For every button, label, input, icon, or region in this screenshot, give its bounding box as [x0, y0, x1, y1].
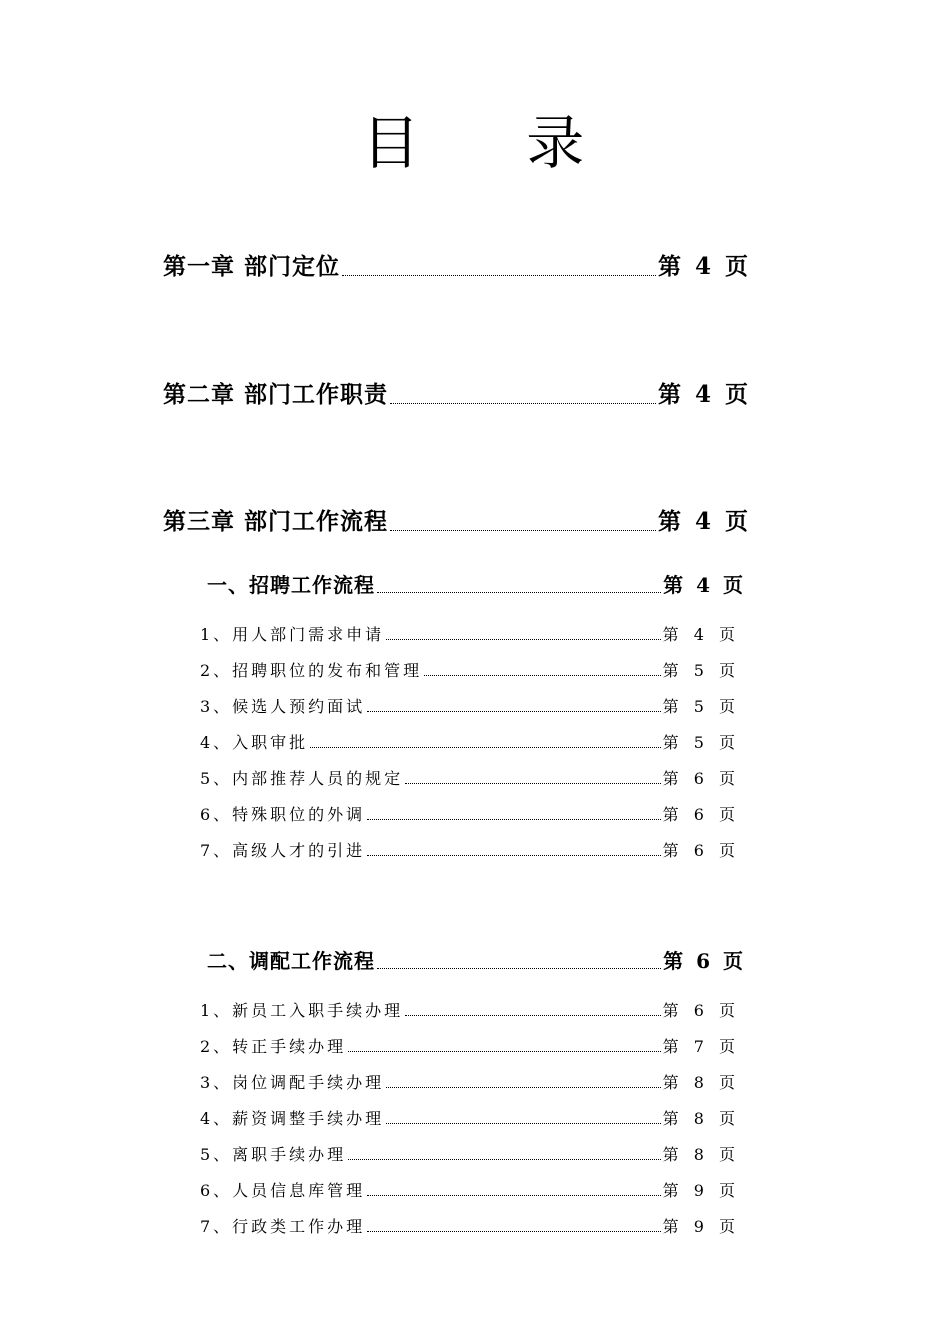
toc-item [200, 768, 736, 790]
toc-section-2 [207, 947, 743, 975]
page-number: 第 4 页 [662, 625, 736, 644]
section-label: 一、招聘工作流程 [207, 573, 375, 597]
dot-leader [377, 968, 661, 969]
dot-leader [405, 1015, 660, 1016]
page-number: 第 5 页 [662, 697, 736, 716]
dot-leader [367, 819, 660, 820]
page-number: 第 5 页 [662, 661, 736, 680]
dot-leader [377, 592, 661, 593]
item-label: 4、入职审批 [200, 733, 309, 752]
page-number: 第 6 页 [662, 841, 736, 860]
toc-chapter-1 [163, 252, 748, 282]
page-number: 第 4 页 [657, 508, 748, 535]
item-label: 3、候选人预约面试 [200, 697, 366, 716]
dot-leader [348, 1159, 660, 1160]
item-label: 2、招聘职位的发布和管理 [200, 661, 423, 680]
dot-leader [367, 1195, 660, 1196]
toc-chapter-3 [163, 507, 748, 537]
toc-item [200, 696, 736, 718]
toc-item [200, 732, 736, 754]
page-number: 第 6 页 [663, 949, 743, 973]
item-label: 2、转正手续办理 [200, 1037, 347, 1056]
item-label: 1、新员工入职手续办理 [200, 1001, 404, 1020]
toc-item [200, 1072, 736, 1094]
toc-item [200, 1180, 736, 1202]
chapter-label: 第一章 部门定位 [163, 253, 341, 280]
page-number: 第 6 页 [662, 805, 736, 824]
dot-leader [405, 783, 660, 784]
section-label: 二、调配工作流程 [207, 949, 375, 973]
item-label: 4、薪资调整手续办理 [200, 1109, 385, 1128]
page-number: 第 5 页 [662, 733, 736, 752]
dot-leader [367, 1231, 660, 1232]
toc-section-1 [207, 571, 743, 599]
page-number: 第 9 页 [662, 1181, 736, 1200]
item-label: 5、离职手续办理 [200, 1145, 347, 1164]
item-label: 1、用人部门需求申请 [200, 625, 385, 644]
item-label: 7、行政类工作办理 [200, 1217, 366, 1236]
toc-item [200, 660, 736, 682]
dot-leader [386, 639, 660, 640]
toc-item [200, 1108, 736, 1130]
page-number: 第 7 页 [662, 1037, 736, 1056]
dot-leader [367, 711, 660, 712]
page-number: 第 4 页 [663, 573, 743, 597]
toc-item [200, 624, 736, 646]
toc-item [200, 804, 736, 826]
chapter-label: 第三章 部门工作流程 [163, 508, 389, 535]
dot-leader [310, 747, 660, 748]
toc-item [200, 1000, 736, 1022]
page-number: 第 8 页 [662, 1073, 736, 1092]
dot-leader [386, 1087, 660, 1088]
page-number: 第 4 页 [657, 381, 748, 408]
page-number: 第 4 页 [657, 253, 748, 280]
item-label: 6、特殊职位的外调 [200, 805, 366, 824]
toc-title: 目 录 [361, 109, 629, 177]
page-number: 第 9 页 [662, 1217, 736, 1236]
toc-item [200, 840, 736, 862]
item-label: 7、高级人才的引进 [200, 841, 366, 860]
page-number: 第 6 页 [662, 1001, 736, 1020]
item-label: 5、内部推荐人员的规定 [200, 769, 404, 788]
item-label: 3、岗位调配手续办理 [200, 1073, 385, 1092]
dot-leader [348, 1051, 660, 1052]
toc-item [200, 1036, 736, 1058]
page-number: 第 8 页 [662, 1109, 736, 1128]
toc-item [200, 1216, 736, 1238]
dot-leader [390, 403, 656, 404]
dot-leader [390, 530, 656, 531]
dot-leader [367, 855, 660, 856]
page-number: 第 6 页 [662, 769, 736, 788]
item-label: 6、人员信息库管理 [200, 1181, 366, 1200]
page-number: 第 8 页 [662, 1145, 736, 1164]
toc-chapter-2 [163, 380, 748, 410]
dot-leader [342, 275, 656, 276]
dot-leader [386, 1123, 660, 1124]
chapter-label: 第二章 部门工作职责 [163, 381, 389, 408]
toc-item [200, 1144, 736, 1166]
dot-leader [424, 675, 660, 676]
